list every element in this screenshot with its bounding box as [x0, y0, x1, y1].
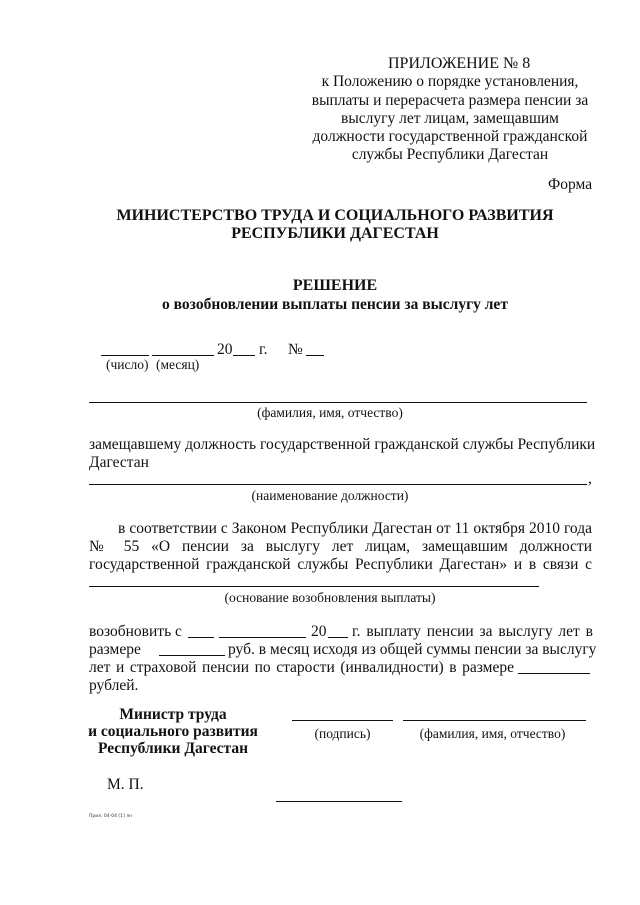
signature-blank[interactable] [292, 720, 393, 721]
caption-day: (число) [106, 357, 149, 372]
position-comma: , [588, 470, 592, 487]
caption-month: (месяц) [156, 357, 200, 372]
resume-line-1-end: г. выплату пенсии за выслугу лет в [352, 623, 593, 640]
signer-fio-blank[interactable] [403, 720, 586, 721]
fio-blank[interactable] [89, 402, 587, 403]
decision-title: РЕШЕНИЕ [292, 277, 378, 294]
position-text-line-1: замещавшему должность государственной гражданской службы Республики [89, 436, 596, 453]
resume-start: возобновить с [89, 623, 182, 640]
total-amount-blank[interactable] [518, 673, 590, 674]
footer-code: Прил. 04-04 [1] лн [89, 814, 133, 819]
position-text-line-2: Дагестан [89, 454, 149, 471]
resume-year-blank[interactable] [328, 637, 348, 638]
resume-line-2-start: размере [89, 641, 141, 658]
appendix-line-1: к Положению о порядке установления, [321, 73, 579, 90]
signer-role-line-3: Республики Дагестан [97, 740, 249, 757]
ministry-line-1: МИНИСТЕРСТВО ТРУДА И СОЦИАЛЬНОГО РАЗВИТИЯ [116, 207, 554, 224]
basis-text-line-2: № 55 «О пенсии за выслугу лет лицам, замещавшим должности [89, 538, 592, 555]
appendix-line-3: выслугу лет лицам, замещавшим [341, 110, 559, 127]
position-caption: (наименование должности) [251, 488, 409, 503]
appendix-title: ПРИЛОЖЕНИЕ № 8 [388, 55, 531, 72]
year-suffix: г. [259, 341, 268, 358]
year-prefix: 20 [217, 341, 233, 358]
resume-year-prefix: 20 [311, 623, 327, 640]
resume-line-4: рублей. [89, 677, 139, 694]
appendix-line-2: выплаты и перерасчета размера пенсии за [311, 92, 589, 109]
resume-month-blank[interactable] [219, 637, 306, 638]
basis-caption: (основание возобновления выплаты) [224, 590, 436, 605]
number-sign: № [288, 341, 303, 358]
signature-caption: (подпись) [314, 726, 371, 741]
amount-blank[interactable] [159, 655, 225, 656]
bottom-blank[interactable] [276, 801, 402, 802]
stamp-place: М. П. [107, 776, 144, 793]
form-label: Форма [548, 176, 593, 193]
resume-line-2-end: руб. в месяц исходя из общей суммы пенсии за выслугу [228, 641, 597, 658]
appendix-line-4: должности государственной гражданской [312, 128, 588, 145]
signer-fio-caption: (фамилия, имя, отчество) [419, 726, 566, 741]
year-blank[interactable] [233, 355, 255, 356]
basis-blank[interactable] [89, 586, 539, 587]
signer-role-line-1: Министр труда [119, 706, 227, 723]
resume-line-3: лет и страховой пенсии по старости (инвалидности) в размере [89, 659, 514, 676]
fio-caption: (фамилия, имя, отчество) [257, 405, 403, 420]
appendix-line-5: службы Республики Дагестан [351, 146, 549, 163]
ministry-line-2: РЕСПУБЛИКИ ДАГЕСТАН [231, 225, 439, 242]
basis-text-line-1: в соответствии с Законом Республики Дагестан от 11 октября 2010 года [118, 520, 592, 537]
basis-text-line-3: государственной гражданской службы Республики Дагестан» и в связи с [89, 556, 592, 573]
resume-day-blank[interactable] [188, 637, 214, 638]
number-blank[interactable] [306, 355, 324, 356]
signer-role-line-2: и социального развития [88, 723, 258, 740]
position-blank[interactable] [89, 484, 587, 485]
decision-subtitle: о возобновлении выплаты пенсии за выслугу лет [162, 296, 508, 313]
